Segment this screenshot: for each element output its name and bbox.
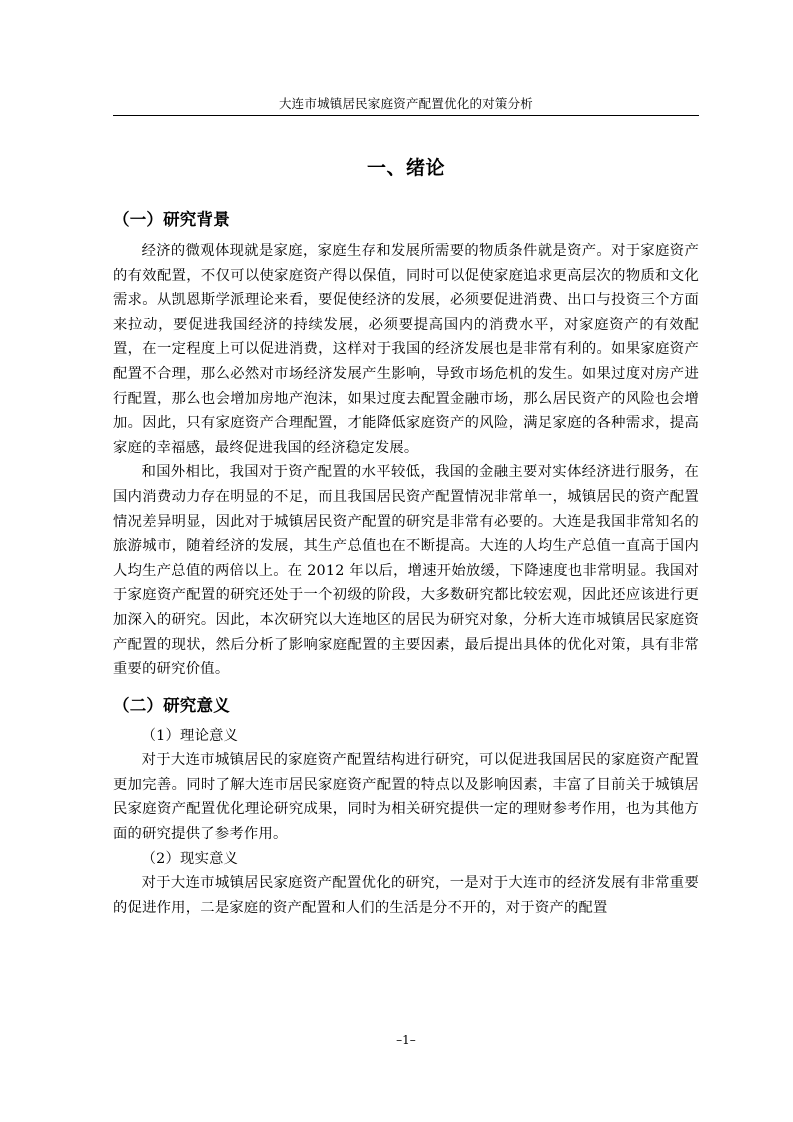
section-heading-research-significance: （二）研究意义: [113, 695, 230, 715]
page-number: –1–: [396, 1033, 416, 1047]
header-divider: [113, 115, 699, 116]
subheading-practical-significance: （2）现实意义: [141, 850, 239, 867]
chapter-title: 一、绪论: [366, 157, 445, 179]
paragraph-theoretical-significance: 对于大连市城镇居民的家庭资产配置结构进行研究，可以促进我国居民的家庭资产配置更加完善。同时了解大连市居民家庭资产配置的特点以及影响因素，丰富了目前关于城镇居民家庭资产配置优化理论研究成果，同时为相关研究提供一定的理财参考作用，也为其他方面的研究提供了参考作用。: [113, 752, 699, 843]
running-header: 大连市城镇居民家庭资产配置优化的对策分析: [278, 96, 533, 111]
subheading-theoretical-significance: （1）理论意义: [141, 727, 239, 744]
paragraph-background-2: 和国外相比，我国对于资产配置的水平较低，我国的金融主要对实体经济进行服务，在国内消费动力存在明显的不足，而且我国居民资产配置情况非常单一，城镇居民的资产配置情况差异明显，因此对于城镇居民资产配置的研究是非常有必要的。大连是我国非常知名的旅游城市，随着经济的发展，其生产总值也在不断提高。大连的人均生产总值一直高于国内人均生产总值的两倍以上。在 2012 年以后，增速开始放缓，下降速度也非常明显。我国对于家庭资产配置的研究还处于一个初级的阶段，大多数研究都比较宏观，因此还应该进行更加深入的研究。因此，本次研究以大连地区的居民为研究对象，分析大连市城镇居民家庭资产配置的现状，然后分析了影响家庭配置的主要因素，最后提出具体的优化对策，具有非常重要的研究价值。: [113, 464, 699, 678]
paragraph-practical-significance: 对于大连市城镇居民家庭资产配置优化的研究，一是对于大连市的经济发展有非常重要的促进作用，二是家庭的资产配置和人们的生活是分不开的，对于资产的配置: [113, 875, 699, 916]
section-heading-research-background: （一）研究背景: [113, 210, 230, 229]
paragraph-background-1: 经济的微观体现就是家庭，家庭生存和发展所需要的物质条件就是资产。对于家庭资产的有效配置，不仅可以使家庭资产得以保值，同时可以促使家庭追求更高层次的物质和文化需求。从凯恩斯学派理论来看，要促使经济的发展，必须要促进消费、出口与投资三个方面来拉动，要促进我国经济的持续发展，必须要提高国内的消费水平，对家庭资产的有效配置，在一定程度上可以促进消费，这样对于我国的经济发展也是非常有利的。如果家庭资产配置不合理，那么必然对市场经济发展产生影响，导致市场危机的发生。如果过度对房产进行配置，那么也会增加房地产泡沫，如果过度去配置金融市场，那么居民资产的风险也会增加。因此，只有家庭资产合理配置，才能降低家庭资产的风险，满足家庭的各种需求，提高家庭的幸福感，最终促进我国的经济稳定发展。: [113, 243, 699, 456]
page-body: [113, 150, 699, 920]
